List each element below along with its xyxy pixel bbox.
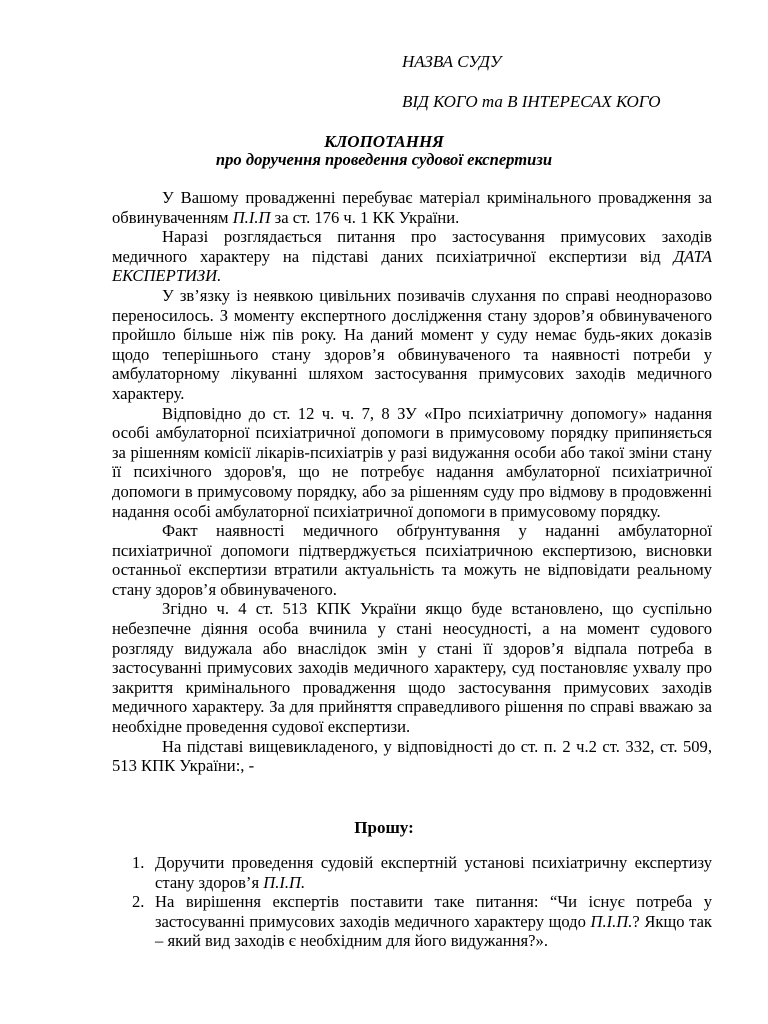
- paragraph-7: На підставі вищевикладеного, у відповідності до ст. п. 2 ч.2 ст. 332, ст. 509, 513 КПК України:, -: [112, 736, 712, 776]
- request-item-1: 1. Доручити проведення судовій експертній установі психіатричну експертизу стану здоров’я П.І.П.: [132, 853, 712, 892]
- list-number: 1.: [132, 853, 145, 872]
- paragraph-1: У Вашому провадженні перебуває матеріал кримінального провадження за обвинуваченням П.І.П за ст. 176 ч. 1 КК України.: [112, 188, 712, 227]
- request-heading: Прошу:: [354, 818, 414, 837]
- document-body: [112, 188, 712, 776]
- expertise-date: ДАТА ЕКСПЕРТИЗИ.: [112, 246, 712, 286]
- paragraph-5: Факт наявності медичного обґрунтування у наданні амбулаторної психіатричної допомоги підтверджується психіатричною експертизою, висновки останньої експертизи втратили актуальність та можуть не відповідати реальному стану здоров’я обвинуваченого.: [112, 521, 712, 599]
- accused-name: П.І.П: [232, 207, 271, 227]
- document-subtitle: про доручення проведення судової експертизи: [215, 150, 553, 169]
- applicant-line: ВІД КОГО та В ІНТЕРЕСАХ КОГО: [402, 92, 661, 111]
- accused-name: П.І.П.: [590, 911, 633, 931]
- court-name: НАЗВА СУДУ: [402, 52, 502, 71]
- paragraph-6: Згідно ч. 4 ст. 513 КПК України якщо буде встановлено, що суспільно небезпечне діяння особа вчинила у стані неосудності, а на момент судового розгляду видужала або внаслідок змін у стані її здоров’я відпала потреба в застосуванні примусових заходів медичного характеру, суд постановляє ухвалу про закриття кримінального провадження щодо застосування примусових заходів медичного характеру. За для прийняття справедливого рішення по справі вважаю за необхідне проведення судової експертизи.: [112, 599, 712, 737]
- accused-name: П.І.П.: [263, 872, 306, 892]
- paragraph-3: У зв’язку із неявкою цивільних позивачів слухання по справі неодноразово переносилось. З моменту експертного дослідження стану здоров’я обвинуваченого пройшло більше ніж пів року. На даний момент у суду немає будь-яких доказів щодо теперішнього стану здоров’я обвинуваченого та наявності потреби у амбулаторному лікуванні шляхом застосування примусових заходів медичного характеру.: [112, 285, 712, 403]
- paragraph-2: Наразі розглядається питання про застосування примусових заходів медичного характеру на підставі даних психіатричної експертизи від ДАТА ЕКСПЕРТИЗИ.: [112, 227, 712, 286]
- document-title: КЛОПОТАННЯ: [324, 132, 444, 151]
- paragraph-4: Відповідно до ст. 12 ч. ч. 7, 8 ЗУ «Про психіатричну допомогу» надання особі амбулаторної психіатричної допомоги в примусовому порядку припиняється за рішенням комісії лікарів-психіатрів у разі видужання особи або такої зміни стану її психічного здоров'я, що не потребує надання амбулаторної психіатричної допомоги в примусовому порядку, або за рішенням суду про відмову в продовженні надання особі амбулаторної психіатричної допомоги в примусовому порядку.: [112, 403, 712, 521]
- request-list: [112, 853, 712, 951]
- list-number: 2.: [132, 892, 145, 912]
- request-item-2: 2. На вирішення експертів поставити таке питання: “Чи існує потреба у застосуванні примусових заходів медичного характеру щодо П.І.П.? Якщо так – який вид заходів є необхідним для його видужання?».: [132, 892, 712, 951]
